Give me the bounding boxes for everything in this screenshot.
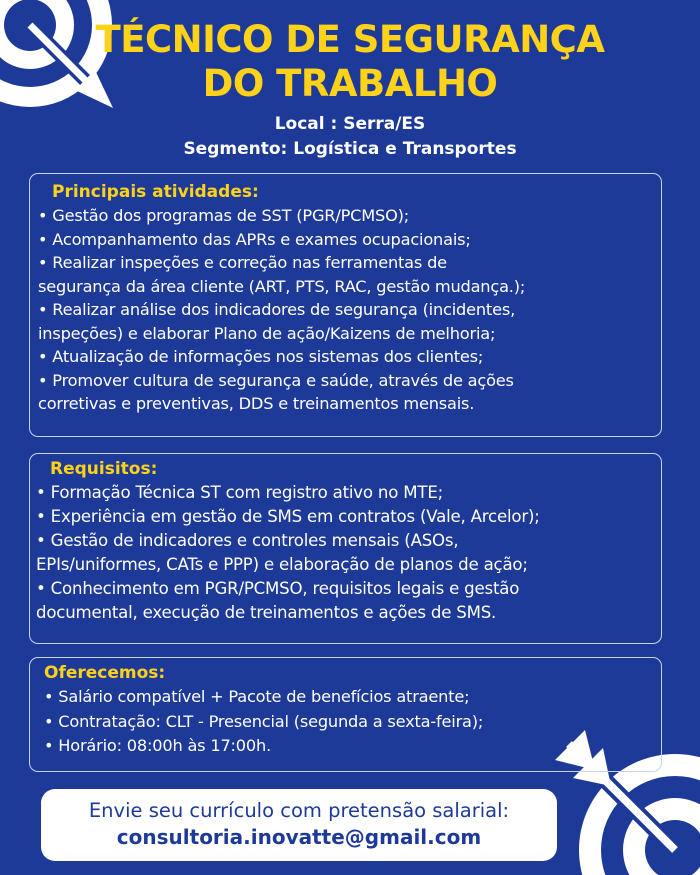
list-item: • Realizar análise dos indicadores de segurança (incidentes, <box>38 300 516 319</box>
requirements-box <box>29 453 662 644</box>
list-item: documental, execução de treinamentos e ações de SMS. <box>36 603 497 622</box>
activities-box <box>29 173 662 437</box>
offers-box <box>29 657 662 772</box>
job-meta <box>0 112 700 162</box>
list-item: • Gestão de indicadores e controles mensais (ASOs, <box>36 531 459 550</box>
list-item: • Formação Técnica ST com registro ativo no MTE; <box>36 483 444 502</box>
location-text: Local : Serra/ES <box>274 114 426 134</box>
list-item: • Acompanhamento das APRs e exames ocupacionais; <box>38 229 471 249</box>
list-item: • Salário compatível + Pacote de benefícios atraente; <box>44 687 470 706</box>
list-item: EPIs/uniformes, CATs e PPP) e elaboração de planos de ação; <box>36 555 528 574</box>
title-line: DO TRABALHO <box>202 62 498 105</box>
list-item: • Contratação: CLT - Presencial (segunda a sexta-feira); <box>44 711 484 731</box>
list-item: • Experiência em gestão de SMS em contratos (Vale, Arcelor); <box>36 507 540 526</box>
cta-text: Envie seu currículo com pretensão salarial: <box>88 799 510 822</box>
activities-heading: Principais atividades: <box>52 182 259 202</box>
list-item: • Atualização de informações nos sistemas dos clientes; <box>38 347 484 366</box>
page-title <box>0 18 700 106</box>
offers-heading: Oferecemos: <box>44 663 166 683</box>
list-item: segurança da área cliente (ART, PTS, RAC, gestão mudança.); <box>38 276 526 296</box>
requirements-heading: Requisitos: <box>50 459 158 479</box>
title-line: TÉCNICO DE SEGURANÇA <box>95 18 605 61</box>
list-item: • Gestão dos programas de SST (PGR/PCMSO); <box>38 206 410 225</box>
cta-box <box>41 789 557 861</box>
list-item: • Conhecimento em PGR/PCMSO, requisitos legais e gestão <box>36 579 520 598</box>
list-item: corretivas e preventivas, DDS e treinamentos mensais. <box>38 394 475 413</box>
segment-text: Segmento: Logística e Transportes <box>183 139 517 159</box>
list-item: • Horário: 08:00h às 17:00h. <box>44 736 272 755</box>
email-link[interactable]: consultoria.inovatte@gmail.com <box>116 825 482 849</box>
list-item: inspeções) e elaborar Plano de ação/Kaizens de melhoria; <box>38 323 496 343</box>
list-item: • Promover cultura de segurança e saúde, através de ações <box>38 370 514 390</box>
list-item: • Realizar inspeções e correção nas ferramentas de <box>38 253 447 272</box>
